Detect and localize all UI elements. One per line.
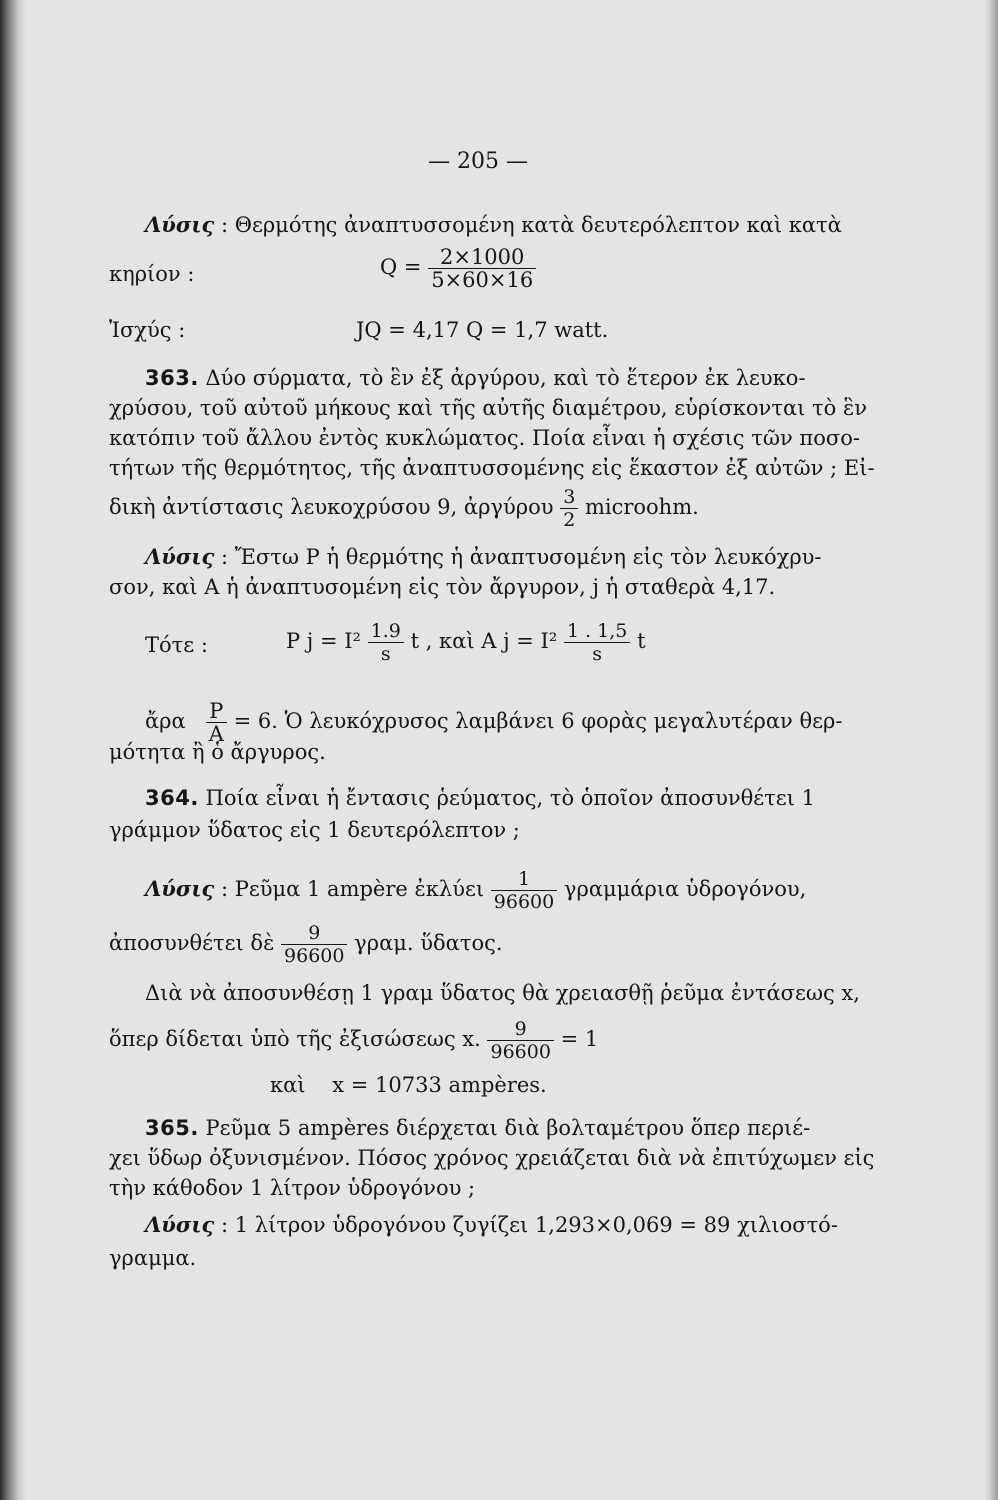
q-denominator: 5×60×16 [431,268,534,292]
fraction-numerator: 3 [560,486,578,509]
lysis-365-last-line: γραμμα. [109,1246,197,1270]
problem-364-line-4 [109,922,503,967]
problem-364-line-5: Διὰ νὰ ἀποσυνθέσῃ 1 γραμ ὕδατος θὰ χρειασθῇ ῥεῦμα ἐντάσεως x, [145,981,860,1005]
problem-364-line-1 [145,786,815,810]
problem-number-363: 363. [145,366,199,390]
ratio-numerator: P [206,700,227,723]
eq1-numerator: 1.9 [368,620,404,643]
page-binding-shadow [0,0,26,1500]
lysis-line-1 [145,213,842,237]
lysis-364-text-b: γραμμάρια ὑδρογόνου, [563,877,807,901]
lysis-365-line [145,1213,838,1237]
q-lhs: Q = [380,255,422,279]
eq1-left: P j = I² [286,629,361,653]
water-denominator: 96600 [284,945,345,967]
problem-363-line-3: κατόπιν τοῦ ἄλλου ἐντὸς κυκλώματος. Ποία εἶναι ἡ σχέσις τῶν ποσο- [109,426,860,450]
eq2-fraction [564,620,630,665]
line6-text-a: ὅπερ δίδεται ὑπὸ τῆς ἐξισώσεως x. [109,1027,481,1051]
water-numerator: 9 [281,922,347,945]
hydrogen-numerator: 1 [491,868,557,891]
problem-number-365: 365. [145,1116,199,1140]
q-fraction [428,246,536,291]
ratio-denominator: A [208,722,224,746]
equation-numerator: 9 [487,1018,553,1041]
tote-label: Τότε : [145,633,208,657]
problem-363-line-2: χρύσου, τοῦ αὐτοῦ μήκους καὶ τῆς αὐτῆς διαμέτρου, εὑρίσκονται τὸ ἓν [109,396,867,420]
page-edge-shadow [984,0,998,1500]
lysis-363-last-line: μότητα ἢ ὁ ἄργυρος. [109,740,326,764]
lysis-364-line [145,868,806,913]
eq1-fraction [368,620,404,665]
lysis-363-line-2: σον, καὶ A ἡ ἀναπτυσομένη εἰς τὸν ἄργυρον, j ἡ σταθερὰ 4,17. [109,575,776,599]
lysis-364-text-a: : Ρεῦμα 1 ampère ἐκλύει [220,877,485,901]
problem-365-line-1 [145,1116,810,1140]
eq1-right: t , καὶ A j = I² [410,629,558,653]
page-number: — 205 — [428,149,528,174]
lysis-text: : Θερμότης ἀναπτυσσομένη κατὰ δευτερόλεπτον καὶ κατὰ [220,213,842,237]
equation-fraction [487,1018,553,1063]
fraction-denominator: 2 [563,509,576,531]
eq2-t: t [637,629,646,653]
lysis-365-text: : 1 λίτρον ὑδρογόνου ζυγίζει 1,293×0,069 = 89 χιλιοστό- [220,1213,838,1237]
problem-number-364: 364. [145,786,199,810]
lysis-label: Λύσις [145,212,215,237]
lysis-label: Λύσις [145,1212,215,1237]
problem-363-text-1: Δύο σύρματα, τὸ ἓν ἐξ ἀργύρου, καὶ τὸ ἕτερον ἐκ λευκο- [205,366,806,390]
ara-word: ἄρα [145,709,186,733]
hydrogen-fraction [491,868,557,913]
ischys-label: Ἰσχύς : [109,318,186,342]
ratio-fraction [206,700,227,745]
q-formula [380,246,536,291]
line4-text-a: ἀποσυνθέτει δὲ [109,931,275,955]
equation-pj [286,620,646,665]
hydrogen-denominator: 96600 [493,891,555,913]
water-fraction [281,922,347,967]
lysis-label: Λύσις [145,876,215,901]
eq2-numerator: 1 . 1,5 [564,620,630,643]
problem-363-line-5 [109,486,699,531]
result-line: καὶ x = 10733 ampères. [270,1073,547,1097]
eq1-denominator: s [380,643,391,665]
lysis-363-text-1: : Ἔστω P ἡ θερμότης ἡ ἀναπτυσομένη εἰς τὸν λευκόχρυ- [220,545,822,569]
problem-365-text-1: Ρεῦμα 5 ampères διέρχεται διὰ βολταμέτρου ὅπερ περιέ- [205,1116,811,1140]
problem-365-line-3: τὴν κάθοδον 1 λίτρον ὑδρογόνου ; [109,1176,476,1200]
problem-363-line-1 [145,366,806,390]
problem-363-text-5a: δικὴ ἀντίστασις λευκοχρύσου 9, ἀργύρου [109,495,554,519]
ara-line [145,700,842,745]
problem-363-line-4: τήτων τῆς θερμότητος, τῆς ἀναπτυσσομένης εἰς ἕκαστον ἐξ αὐτῶν ; Εἰ- [109,456,875,480]
ratio-rest: = 6. Ὁ λευκόχρυσος λαμβάνει 6 φορὰς μεγαλυτέραν θερ- [233,709,843,733]
lysis-label: Λύσις [145,544,215,569]
problem-363-text-5b: microohm. [584,495,699,519]
ischys-formula: JQ = 4,17 Q = 1,7 watt. [356,318,609,342]
q-numerator: 2×1000 [428,246,536,269]
eq2-denominator: s [592,643,603,665]
line6-text-b: = 1 [560,1027,599,1051]
lysis-363-line-1 [145,545,822,569]
specific-resistance-fraction [560,486,578,531]
problem-364-line-2: γράμμον ὕδατος εἰς 1 δευτερόλεπτον ; [109,818,520,842]
kirion-label: κηρίον : [109,262,195,286]
problem-364-text-1: Ποία εἶναι ἡ ἔντασις ῥεύματος, τὸ ὁποῖον ἀποσυνθέτει 1 [205,786,815,810]
problem-364-line-6 [109,1018,598,1063]
equation-denominator: 96600 [490,1041,551,1063]
line4-text-b: γραμ. ὕδατος. [354,931,503,955]
problem-365-line-2: χει ὕδωρ ὀξυνισμένον. Πόσος χρόνος χρειάζεται διὰ νὰ ἐπιτύχωμεν εἰς [109,1146,875,1170]
